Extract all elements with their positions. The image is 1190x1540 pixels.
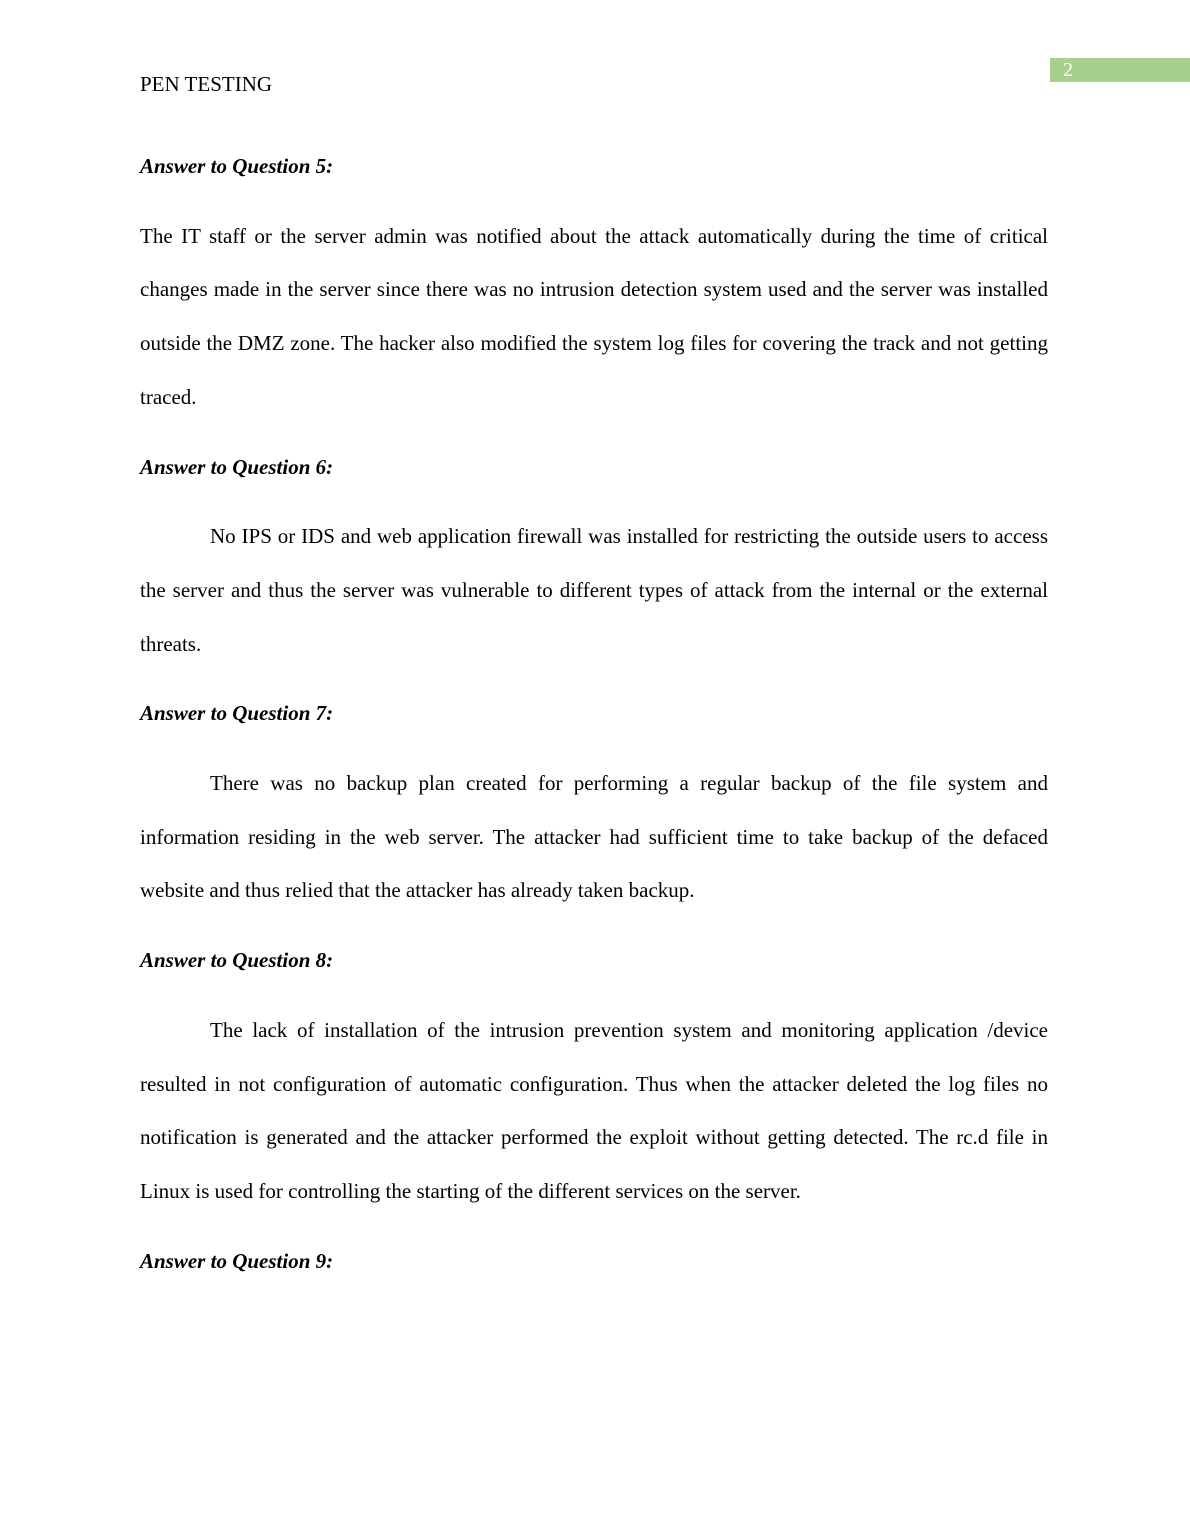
section-heading-q6: Answer to Question 6:	[140, 454, 334, 479]
page-number: 2	[1063, 59, 1073, 81]
section-heading-q8: Answer to Question 8:	[140, 948, 334, 973]
running-head: PEN TESTING	[140, 72, 273, 96]
section-paragraph-q8: The lack of installation of the intrusion prevention system and monitoring application /device resulted in not configuration of automatic configuration. Thus when the attacker deleted the log files no notification is generated and the attacker performed the exploit without getting detected. The rc.d file in Linux is used for controlling the starting of the different services on the server.	[140, 1017, 1048, 1203]
section-heading-q5: Answer to Question 5:	[140, 154, 334, 178]
section-heading-q9: Answer to Question 9:	[140, 1248, 334, 1273]
section-paragraph-q7: There was no backup plan created for performing a regular backup of the file system and information residing in the web server. The attacker had sufficient time to take backup of the defaced website and thus relied that the attacker has already taken backup.	[140, 771, 1048, 903]
page-number-bar	[1050, 58, 1190, 82]
section-heading-q7: Answer to Question 7:	[140, 701, 334, 726]
document-body	[140, 140, 1048, 1304]
section-paragraph-q6: No IPS or IDS and web application firewall was installed for restricting the outside users to access the server and thus the server was vulnerable to different types of attack from the internal or the external threats.	[140, 524, 1048, 656]
section-paragraph-q5: The IT staff or the server admin was notified about the attack automatically during the time of critical changes made in the server since there was no intrusion detection system used and the server was installed outside the DMZ zone. The hacker also modified the system log files for covering the track and not getting traced.	[140, 223, 1048, 409]
